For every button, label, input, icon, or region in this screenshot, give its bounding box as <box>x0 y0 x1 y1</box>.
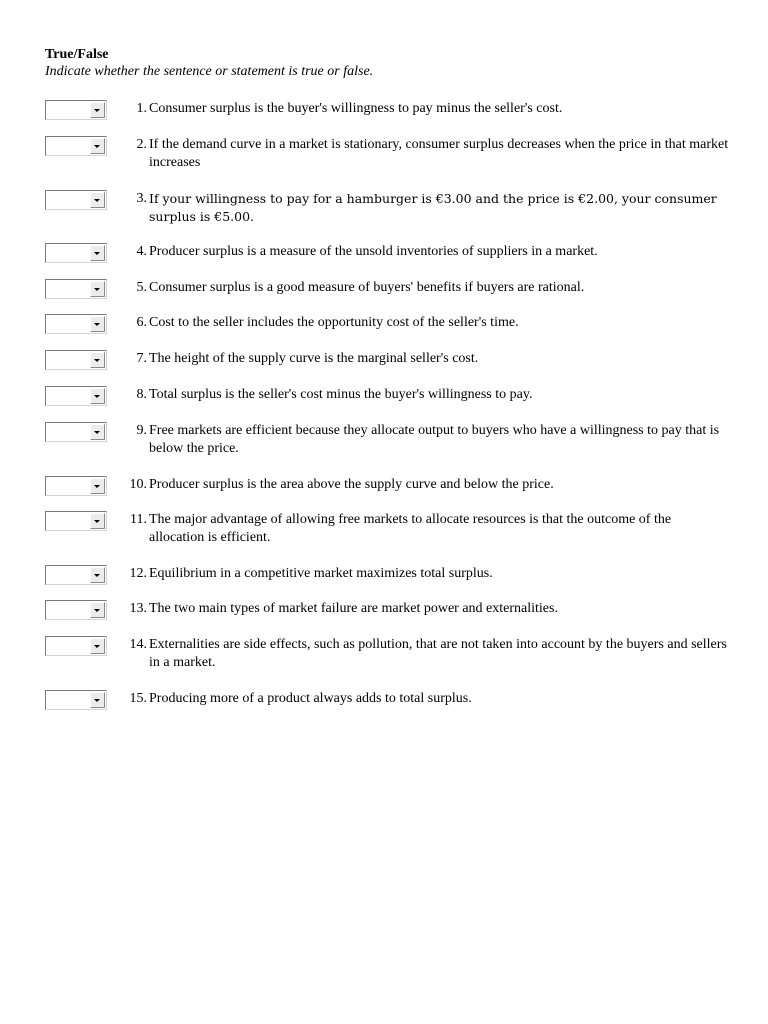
chevron-down-icon <box>94 520 100 523</box>
question-text: Free markets are efficient because they allocate output to buyers who have a willingness to pay that is below the price. <box>149 423 720 456</box>
question-number: 8. <box>136 387 147 402</box>
question-number: 2. <box>136 137 147 152</box>
dropdown-button[interactable] <box>90 192 105 208</box>
question-number: 6. <box>136 315 147 330</box>
answer-dropdown-11[interactable] <box>45 511 107 531</box>
answer-dropdown-14[interactable] <box>45 636 107 656</box>
question-text: The two main types of market failure are market power and externalities. <box>149 601 558 616</box>
chevron-down-icon <box>94 485 100 488</box>
question-text: Producing more of a product always adds to total surplus. <box>149 691 472 706</box>
question-number: 3. <box>136 191 147 206</box>
answer-dropdown-1[interactable] <box>45 100 107 120</box>
section-title: True/False <box>45 47 109 62</box>
dropdown-button[interactable] <box>90 316 105 332</box>
answer-dropdown-4[interactable] <box>45 243 107 263</box>
chevron-down-icon <box>94 431 100 434</box>
dropdown-button[interactable] <box>90 281 105 297</box>
chevron-down-icon <box>94 359 100 362</box>
question-text: The height of the supply curve is the marginal seller's cost. <box>149 351 479 366</box>
dropdown-button[interactable] <box>90 245 105 261</box>
question-number: 7. <box>136 351 147 366</box>
dropdown-button[interactable] <box>90 638 105 654</box>
question-number: 5. <box>136 280 147 295</box>
chevron-down-icon <box>94 252 100 255</box>
chevron-down-icon <box>94 109 100 112</box>
section-instructions: Indicate whether the sentence or statement is true or false. <box>45 64 374 79</box>
question-text: Externalities are side effects, such as pollution, that are not taken into account by the buyers and sellers in a market. <box>149 637 727 670</box>
question-number: 14. <box>129 637 147 652</box>
question-text: Producer surplus is the area above the supply curve and below the price. <box>149 477 554 492</box>
chevron-down-icon <box>94 574 100 577</box>
answer-dropdown-10[interactable] <box>45 476 107 496</box>
dropdown-button[interactable] <box>90 138 105 154</box>
dropdown-button[interactable] <box>90 513 105 529</box>
chevron-down-icon <box>94 645 100 648</box>
question-number: 12. <box>129 566 147 581</box>
question-number: 11. <box>130 512 147 527</box>
question-number: 1. <box>136 101 147 116</box>
question-text: Consumer surplus is the buyer's willingness to pay minus the seller's cost. <box>149 101 563 116</box>
question-text: Cost to the seller includes the opportunity cost of the seller's time. <box>149 315 519 330</box>
question-number: 13. <box>129 601 147 616</box>
question-text: Total surplus is the seller's cost minus the buyer's willingness to pay. <box>149 387 533 402</box>
dropdown-button[interactable] <box>90 602 105 618</box>
answer-dropdown-7[interactable] <box>45 350 107 370</box>
question-number: 10. <box>129 477 147 492</box>
dropdown-button[interactable] <box>90 352 105 368</box>
answer-dropdown-2[interactable] <box>45 136 107 156</box>
chevron-down-icon <box>94 288 100 291</box>
dropdown-button[interactable] <box>90 424 105 440</box>
answer-dropdown-3[interactable] <box>45 190 107 210</box>
chevron-down-icon <box>94 145 100 148</box>
question-number: 9. <box>136 423 147 438</box>
question-text: The major advantage of allowing free markets to allocate resources is that the outcome of the allocation is efficient. <box>149 512 672 545</box>
answer-dropdown-9[interactable] <box>45 422 107 442</box>
chevron-down-icon <box>94 609 100 612</box>
answer-dropdown-6[interactable] <box>45 314 107 334</box>
question-text: If your willingness to pay for a hamburger is €3.00 and the price is €2.00, your consumer surplus is €5.00. <box>149 191 717 224</box>
chevron-down-icon <box>94 699 100 702</box>
answer-dropdown-5[interactable] <box>45 279 107 299</box>
dropdown-button[interactable] <box>90 692 105 708</box>
question-text: Equilibrium in a competitive market maximizes total surplus. <box>149 566 493 581</box>
chevron-down-icon <box>94 395 100 398</box>
answer-dropdown-15[interactable] <box>45 690 107 710</box>
dropdown-button[interactable] <box>90 102 105 118</box>
chevron-down-icon <box>94 323 100 326</box>
answer-dropdown-12[interactable] <box>45 565 107 585</box>
question-text: If the demand curve in a market is stationary, consumer surplus decreases when the price in that market increases <box>149 137 729 170</box>
dropdown-button[interactable] <box>90 478 105 494</box>
answer-dropdown-8[interactable] <box>45 386 107 406</box>
chevron-down-icon <box>94 199 100 202</box>
dropdown-button[interactable] <box>90 388 105 404</box>
dropdown-button[interactable] <box>90 567 105 583</box>
question-text: Producer surplus is a measure of the unsold inventories of suppliers in a market. <box>149 244 598 259</box>
question-number: 15. <box>129 691 147 706</box>
answer-dropdown-13[interactable] <box>45 600 107 620</box>
question-text: Consumer surplus is a good measure of buyers' benefits if buyers are rational. <box>149 280 585 295</box>
question-number: 4. <box>136 244 147 259</box>
